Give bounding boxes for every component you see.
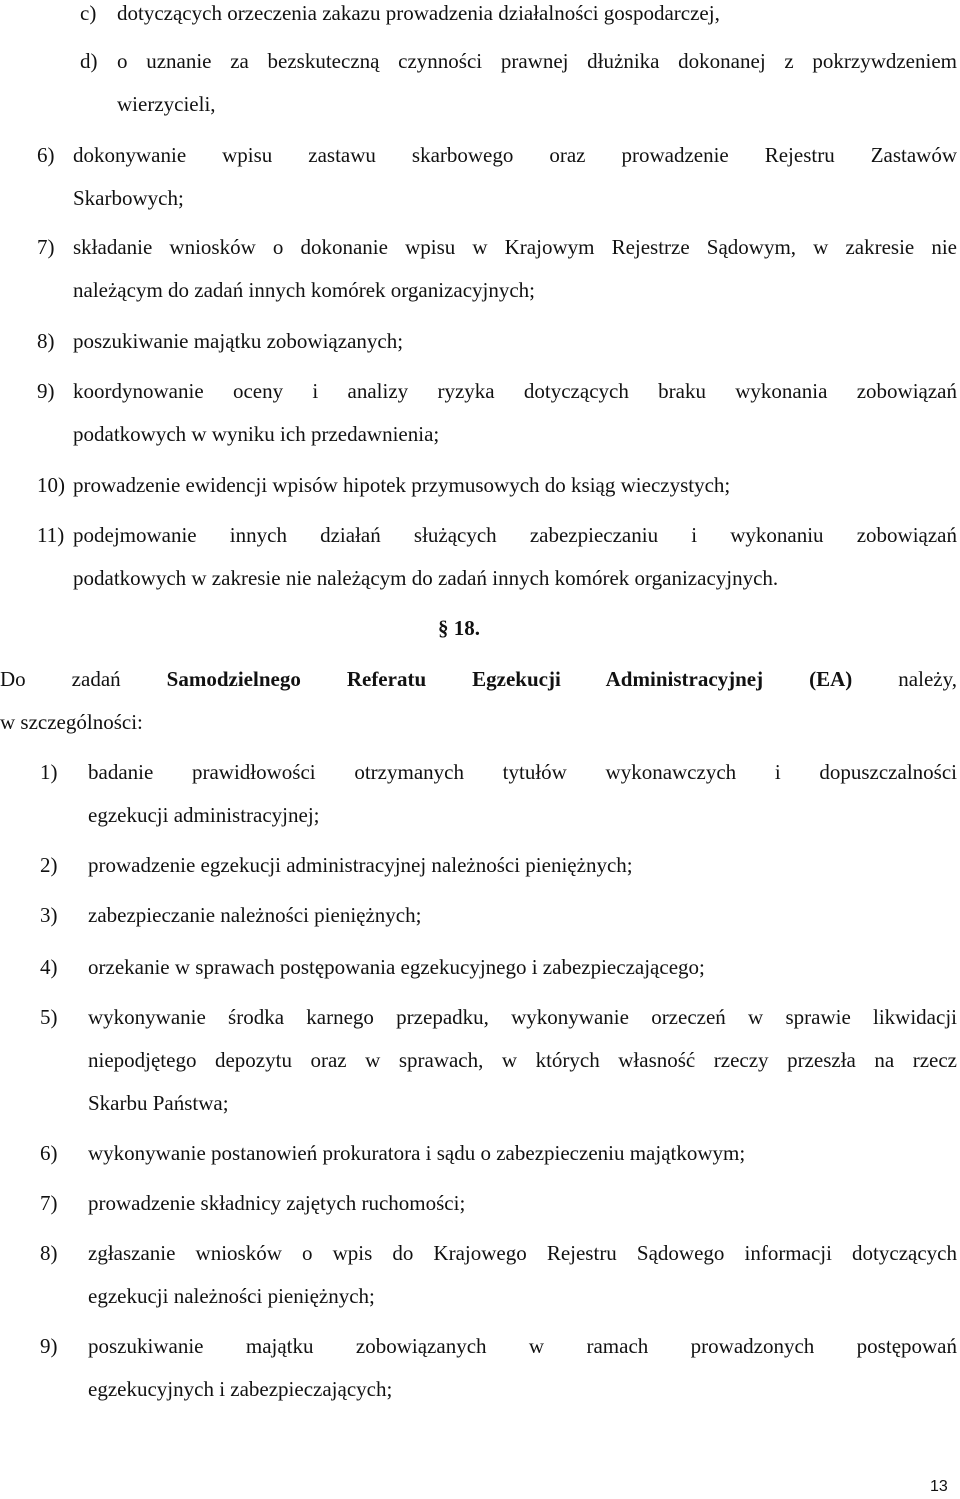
list-c-item-1-line2: egzekucji administracyjnej;	[88, 803, 320, 827]
section-intro-after: należy,	[852, 667, 957, 691]
list-c-item-7-line1: prowadzenie składnicy zajętych ruchomości;	[88, 1191, 466, 1215]
section-intro-line1	[0, 667, 957, 692]
section-intro-line2: w szczególności:	[0, 710, 143, 734]
list-c-item-5-line2: niepodjętego depozytu oraz w sprawach, w których własność rzeczy przeszła na rzecz	[88, 1048, 957, 1072]
list-c-item-3-line1: zabezpieczanie należności pieniężnych;	[88, 903, 422, 927]
section-intro-unit-name: Samodzielnego Referatu Egzekucji Administracyjnej (EA)	[166, 667, 853, 691]
list-b-item-11-line1: podejmowanie innych działań służących zabezpieczaniu i wykonaniu zobowiązań	[73, 523, 957, 547]
list-c-item-9-line1: poszukiwanie majątku zobowiązanych w ramach prowadzonych postępowań	[88, 1334, 957, 1358]
list-b-label-6: 6)	[37, 143, 55, 167]
list-b-label-7: 7)	[37, 235, 55, 259]
list-c-label-6: 6)	[40, 1141, 58, 1165]
list-c-label-7: 7)	[40, 1191, 58, 1215]
list-c-label-2: 2)	[40, 853, 58, 877]
list-b-item-9-line1: koordynowanie oceny i analizy ryzyka dotyczących braku wykonania zobowiązań	[73, 379, 957, 403]
list-c-item-6-line1: wykonywanie postanowień prokuratora i sądu o zabezpieczeniu majątkowym;	[88, 1141, 746, 1165]
section-heading: § 18.	[438, 616, 480, 640]
list-c-item-8-line2: egzekucji należności pieniężnych;	[88, 1284, 375, 1308]
list-a-label-d: d)	[80, 49, 98, 73]
list-c-item-9-line2: egzekucyjnych i zabezpieczających;	[88, 1377, 393, 1401]
list-c-label-9: 9)	[40, 1334, 58, 1358]
list-a-label-c: c)	[80, 1, 97, 25]
list-b-label-8: 8)	[37, 329, 55, 353]
list-b-item-6-line2: Skarbowych;	[73, 186, 184, 210]
list-a-item-d-line1: o uznanie za bezskuteczną czynności prawnej dłużnika dokonanej z pokrzywdzeniem	[117, 49, 957, 73]
list-b-item-6-line1: dokonywanie wpisu zastawu skarbowego oraz prowadzenie Rejestru Zastawów	[73, 143, 957, 167]
list-b-item-9-line2: podatkowych w wyniku ich przedawnienia;	[73, 422, 440, 446]
list-c-label-4: 4)	[40, 955, 58, 979]
list-c-item-2-line1: prowadzenie egzekucji administracyjnej należności pieniężnych;	[88, 853, 633, 877]
list-c-label-8: 8)	[40, 1241, 58, 1265]
list-c-label-1: 1)	[40, 760, 58, 784]
list-b-item-11-line2: podatkowych w zakresie nie należącym do zadań innych komórek organizacyjnych.	[73, 566, 779, 590]
list-b-label-11: 11)	[37, 523, 65, 547]
list-c-item-8-line1: zgłaszanie wniosków o wpis do Krajowego Rejestru Sądowego informacji dotyczących	[88, 1241, 957, 1265]
list-b-label-9: 9)	[37, 379, 55, 403]
list-b-item-7-line2: należącym do zadań innych komórek organizacyjnych;	[73, 278, 536, 302]
list-c-label-5: 5)	[40, 1005, 58, 1029]
list-b-item-8-line1: poszukiwanie majątku zobowiązanych;	[73, 329, 404, 353]
list-c-item-1-line1: badanie prawidłowości otrzymanych tytułów wykonawczych i dopuszczalności	[88, 760, 957, 784]
list-b-item-7-line1: składanie wniosków o dokonanie wpisu w Krajowym Rejestrze Sądowym, w zakresie nie	[73, 235, 957, 259]
list-b-item-10-line1: prowadzenie ewidencji wpisów hipotek przymusowych do ksiąg wieczystych;	[73, 473, 731, 497]
list-c-label-3: 3)	[40, 903, 58, 927]
list-a-item-d-line2: wierzycieli,	[117, 92, 216, 116]
list-c-item-5-line1: wykonywanie środka karnego przepadku, wykonywanie orzeczeń w sprawie likwidacji	[88, 1005, 957, 1029]
page-number: 13	[930, 1478, 948, 1495]
list-a-item-c-line1: dotyczących orzeczenia zakazu prowadzenia działalności gospodarczej,	[117, 1, 720, 25]
list-c-item-5-line3: Skarbu Państwa;	[88, 1091, 229, 1115]
list-c-item-4-line1: orzekanie w sprawach postępowania egzekucyjnego i zabezpieczającego;	[88, 955, 705, 979]
list-b-label-10: 10)	[37, 473, 65, 497]
section-intro-before: Do zadań	[0, 667, 167, 691]
